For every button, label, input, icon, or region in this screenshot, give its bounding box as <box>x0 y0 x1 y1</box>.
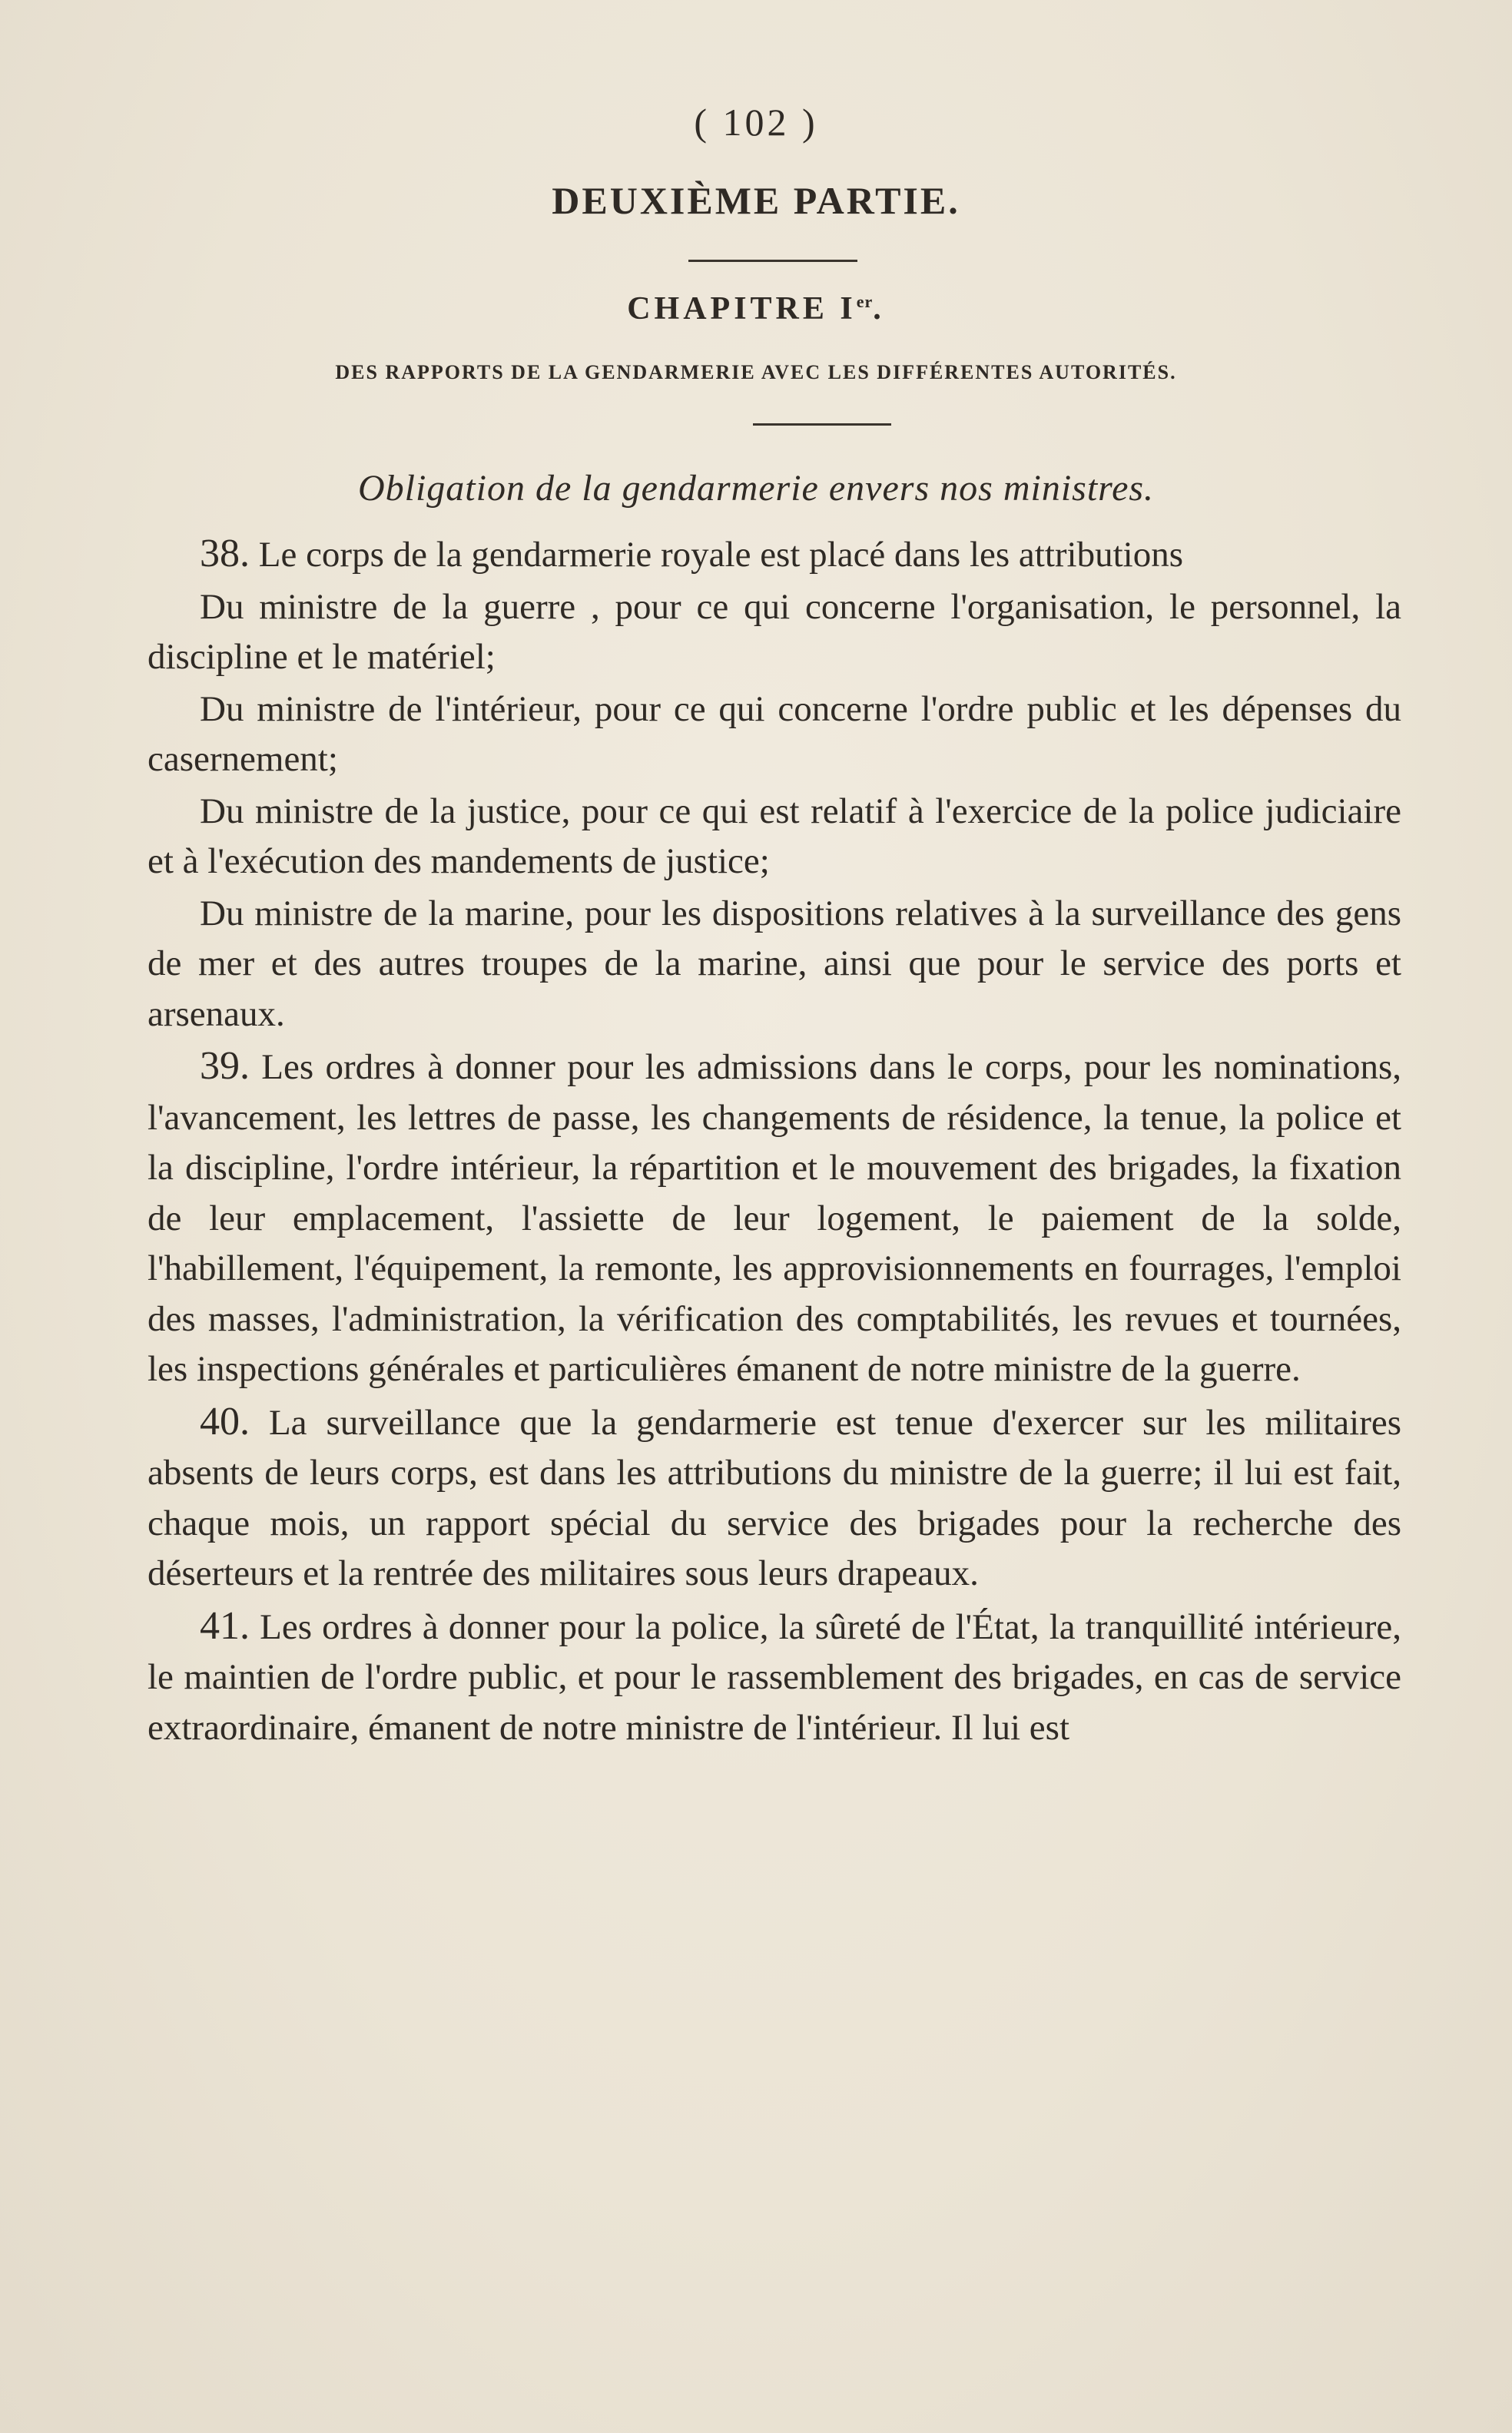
page-number: ( 102 ) <box>694 101 818 144</box>
paragraph-text: La surveillance que la gendarmerie est tenue d'exercer sur les militaires absents de leurs corps, est dans les attributions du ministre de la guerre; il lui est fait, chaque mois, un rapport spécial du service des brigades pour la recherche des déserteurs et la rentrée des militaires sous leurs drapeaux. <box>148 1402 1401 1593</box>
section-heading: Obligation de la gendarmerie envers nos ministres. <box>357 468 1155 509</box>
chapter-title-sup: er <box>856 292 874 311</box>
article-number: 40. <box>200 1399 250 1444</box>
chapter-title-end: . <box>873 291 885 326</box>
article-number: 39. <box>200 1044 250 1088</box>
paragraph-text: Les ordres à donner pour la police, la sûreté de l'État, la tranquillité intérieure, le maintien de l'ordre public, et pour le rassemblement des brigades, en cas de service extraordinaire, émanent de notre ministre de l'intérieur. Il lui est <box>148 1606 1401 1748</box>
paragraph-41 <box>148 1601 1401 1754</box>
paragraph-minister-justice <box>148 787 1401 887</box>
body-text <box>148 529 1401 1755</box>
paragraph-38 <box>148 529 1401 581</box>
chapter-title <box>0 290 1512 327</box>
paragraph-minister-war <box>148 582 1401 683</box>
paragraph-text: Du ministre de la marine, pour les dispositions relatives à la surveillance des gens de mer et des autres troupes de la marine, ainsi que pour le service des ports et arsenaux. <box>148 893 1401 1034</box>
paragraph-40 <box>148 1397 1401 1599</box>
paragraph-minister-navy <box>148 889 1401 1040</box>
paragraph-text: Les ordres à donner pour les admissions dans le corps, pour les nominations, l'avancement, les lettres de passe, les changements de résidence, la tenue, la police et la discipline, l'ordre intérieur, la répartition et le mouvement des brigades, la fixation de leur emplacement, l'assiette de leur logement, le paiement de la solde, l'habillement, l'équipement, la remonte, les approvisionnements en fourrages, l'emploi des masses, l'administration, la vérification des comptabilités, les revues et tournées, les inspections générales et particulières émanent de notre ministre de la guerre. <box>148 1047 1401 1389</box>
article-number: 38. <box>200 532 250 575</box>
part-title: DEUXIÈME PARTIE. <box>552 179 960 222</box>
paragraph-text: Du ministre de la justice, pour ce qui est relatif à l'exercice de la police judiciaire et à l'exécution des mandements de justice; <box>148 791 1401 881</box>
chapter-title-text: CHAPITRE I <box>627 291 857 326</box>
paragraph-minister-interior <box>148 684 1401 785</box>
article-number: 41. <box>200 1603 250 1648</box>
paragraph-text: Du ministre de l'intérieur, pour ce qui concerne l'ordre public et les dépenses du casernement; <box>148 688 1401 779</box>
subtitle-rule <box>753 423 891 426</box>
paragraph-text: Le corps de la gendarmerie royale est placé dans les attributions <box>250 535 1184 575</box>
chapter-subtitle: DES RAPPORTS DE LA GENDARMERIE AVEC LES DIFFÉRENTES AUTORITÉS. <box>335 361 1177 383</box>
paragraph-39 <box>148 1041 1401 1395</box>
paragraph-text: Du ministre de la guerre , pour ce qui concerne l'organisation, le personnel, la discipline et le matériel; <box>148 586 1401 677</box>
title-rule <box>688 260 857 262</box>
